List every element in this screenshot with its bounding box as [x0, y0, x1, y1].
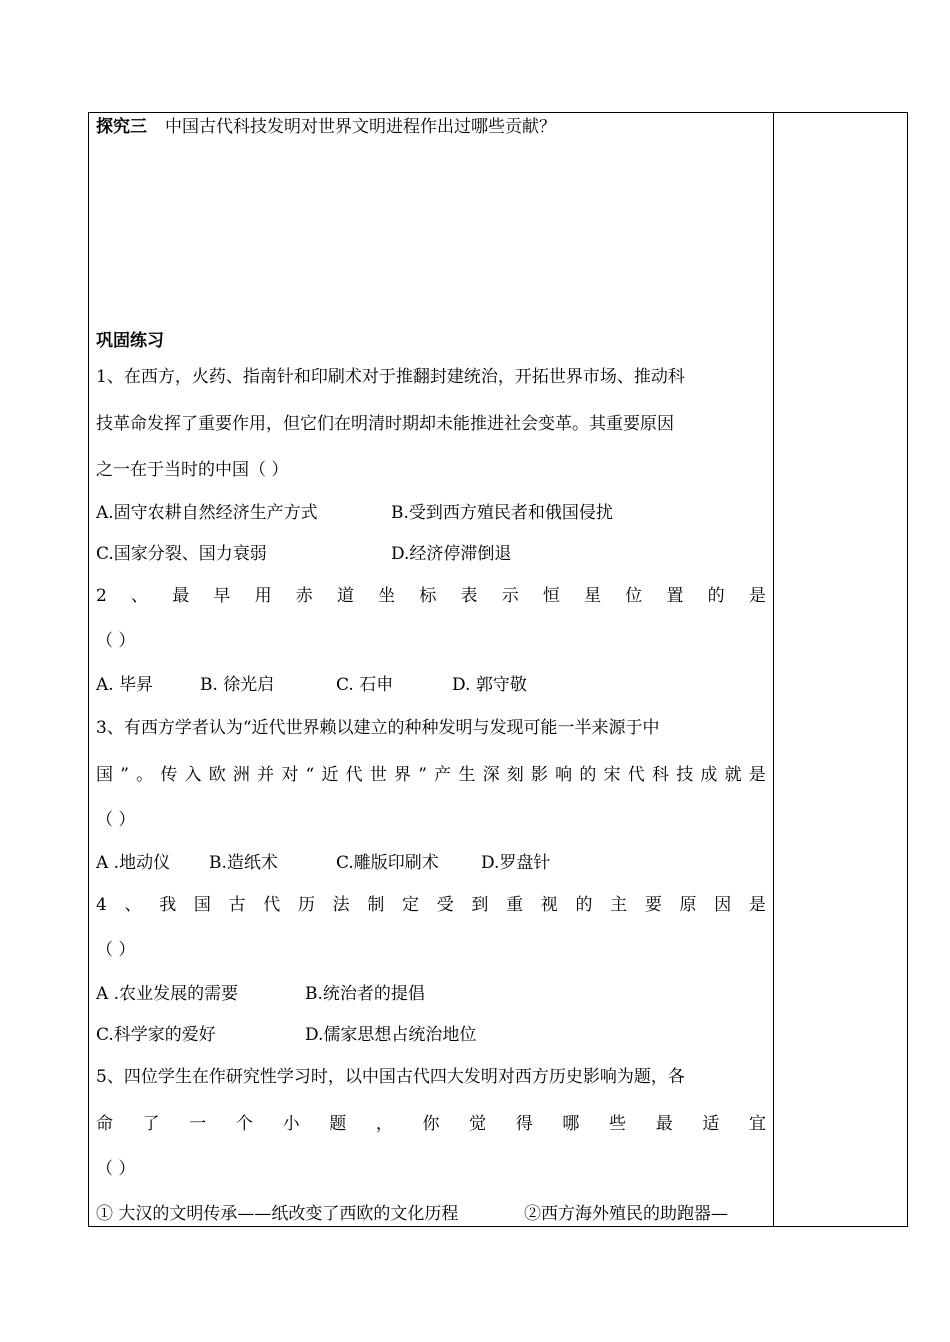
q2-char: 的	[707, 586, 725, 606]
q2-option-b: B. 徐光启	[200, 675, 275, 695]
q2-char: 最	[172, 586, 190, 606]
q3-option-c: C.雕版印刷术	[336, 853, 439, 873]
q5-item-1: ① 大汉的文明传承——纸改变了西欧的文化历程	[96, 1204, 459, 1224]
q3-char: 生	[458, 765, 476, 785]
q4-option-a: A .农业发展的需要	[96, 984, 239, 1004]
q3-char: 欧	[208, 765, 226, 785]
q3-char: 响	[555, 765, 573, 785]
q3-char: 近	[321, 765, 339, 785]
q5-char: 最	[655, 1114, 673, 1134]
q4-char: 定	[402, 895, 420, 915]
explore-question	[96, 116, 766, 138]
q3-char: 。	[136, 765, 154, 785]
q5-char: 一	[189, 1114, 207, 1134]
q3-char: ”	[120, 765, 129, 785]
q2-char: 示	[501, 586, 519, 606]
q3-line2	[96, 764, 766, 786]
q5-char: 命	[96, 1114, 113, 1134]
q3-char: 刻	[506, 765, 524, 785]
q4-option-b: B.统治者的提倡	[305, 984, 425, 1004]
practice-heading: 巩固练习	[96, 331, 164, 351]
q5-char: 宜	[748, 1114, 766, 1134]
q4-char: 原	[679, 895, 697, 915]
q5-char: 题	[329, 1114, 347, 1134]
q4-char: 主	[610, 895, 628, 915]
q4-char: 重	[506, 895, 524, 915]
q5-char: 适	[702, 1114, 720, 1134]
explore-label: 探究三	[96, 117, 147, 137]
q3-char: 对	[281, 765, 299, 785]
q3-char: 并	[257, 765, 275, 785]
q5-char: 你	[422, 1114, 440, 1134]
q5-char: 小	[282, 1114, 300, 1134]
q4-char: 到	[471, 895, 489, 915]
q3-char: 宋	[603, 765, 621, 785]
q3-option-a: A .地动仪	[96, 853, 171, 873]
q2-option-d: D. 郭守敬	[452, 675, 527, 695]
q5-char: 了	[142, 1114, 160, 1134]
q4-stem	[96, 894, 766, 916]
q3-char: 是	[748, 765, 766, 785]
q1-option-a: A.固守农耕自然经济生产方式	[96, 503, 318, 523]
q2-char: 标	[419, 586, 437, 606]
q4-option-d: D.儒家思想占统治地位	[305, 1025, 477, 1045]
q5-char: 得	[515, 1114, 533, 1134]
q3-option-b: B.造纸术	[209, 853, 278, 873]
q2-option-a: A. 毕昇	[96, 675, 154, 695]
q2-char: 恒	[542, 586, 560, 606]
q3-option-d: D.罗盘针	[481, 853, 551, 873]
q1-line1: 1、在西方，火药、指南针和印刷术对于推翻封建统治，开拓世界市场、推动科	[96, 367, 685, 387]
q4-char: 视	[540, 895, 558, 915]
q5-char: 些	[609, 1114, 627, 1134]
q4-char: 是	[748, 895, 766, 915]
q4-char: 、	[124, 895, 142, 915]
q1-option-d: D.经济停滞倒退	[391, 544, 512, 564]
q4-char: 国	[193, 895, 211, 915]
q4-char: 4	[96, 895, 107, 915]
q2-char: 位	[625, 586, 643, 606]
q3-char: 入	[184, 765, 202, 785]
q4-char: 古	[228, 895, 246, 915]
q2-option-c: C. 石申	[336, 675, 394, 695]
q2-char: 星	[584, 586, 602, 606]
q1-option-c: C.国家分裂、国力衰弱	[96, 544, 267, 564]
q4-option-c: C.科学家的爱好	[96, 1025, 216, 1045]
q2-char: 用	[254, 586, 272, 606]
q3-char: 代	[627, 765, 645, 785]
q3-char: 的	[579, 765, 597, 785]
q2-char: 2	[96, 586, 107, 606]
q3-char: 世	[369, 765, 387, 785]
q3-char: 科	[651, 765, 669, 785]
q4-char: 制	[367, 895, 385, 915]
q2-char: 道	[336, 586, 354, 606]
q3-char: 就	[724, 765, 742, 785]
q1-option-b: B.受到西方殖民者和俄国侵扰	[391, 503, 613, 523]
q3-char: 代	[345, 765, 363, 785]
q4-char: 的	[575, 895, 593, 915]
q5-line1: 5、四位学生在作研究性学习时，以中国古代四大发明对西方历史影响为题，各	[96, 1067, 685, 1087]
q3-char: 界	[394, 765, 412, 785]
q2-char: 早	[213, 586, 231, 606]
q2-char: 是	[748, 586, 766, 606]
q5-item-2: ②西方海外殖民的助跑器—	[524, 1204, 728, 1224]
q4-char: 法	[332, 895, 350, 915]
q3-char: 技	[676, 765, 694, 785]
q5-paren: （ ）	[96, 1159, 136, 1179]
q2-paren: （ ）	[96, 631, 136, 651]
q3-char: 影	[530, 765, 548, 785]
q2-char: 、	[131, 586, 149, 606]
q2-stem	[96, 585, 766, 607]
q3-char: 传	[160, 765, 178, 785]
q4-char: 要	[644, 895, 662, 915]
q4-char: 代	[263, 895, 281, 915]
q3-char: 深	[482, 765, 500, 785]
q3-line1: 3、有西方学者认为“近代世界赖以建立的种种发明与发现可能一半来源于中	[96, 718, 660, 738]
q5-char: 哪	[562, 1114, 580, 1134]
q2-char: 赤	[295, 586, 313, 606]
q1-line2: 技革命发挥了重要作用，但它们在明清时期却未能推进社会变革。其重要原因	[96, 414, 674, 434]
q3-char: 国	[96, 765, 113, 785]
q4-char: 受	[436, 895, 454, 915]
explore-question-text: 中国古代科技发明对世界文明进程作出过哪些贡献？	[165, 117, 556, 137]
q3-char: 成	[700, 765, 718, 785]
q2-char: 表	[460, 586, 478, 606]
q1-line3: 之一在于当时的中国（ ）	[96, 460, 289, 480]
q4-char: 历	[297, 895, 315, 915]
q2-char: 置	[666, 586, 684, 606]
q4-paren: （ ）	[96, 940, 136, 960]
q3-paren: （ ）	[96, 810, 136, 830]
q3-char: 产	[434, 765, 452, 785]
q3-char: “	[305, 765, 315, 785]
q4-char: 因	[714, 895, 732, 915]
q3-char: 洲	[232, 765, 250, 785]
column-divider	[773, 112, 774, 1227]
q5-char: 觉	[469, 1114, 487, 1134]
q3-char: ”	[418, 765, 427, 785]
q2-char: 坐	[378, 586, 396, 606]
q5-char: ，	[375, 1114, 393, 1134]
worksheet-table	[88, 112, 908, 1227]
q5-line2	[96, 1113, 766, 1135]
q4-char: 我	[159, 895, 177, 915]
q5-char: 个	[235, 1114, 253, 1134]
